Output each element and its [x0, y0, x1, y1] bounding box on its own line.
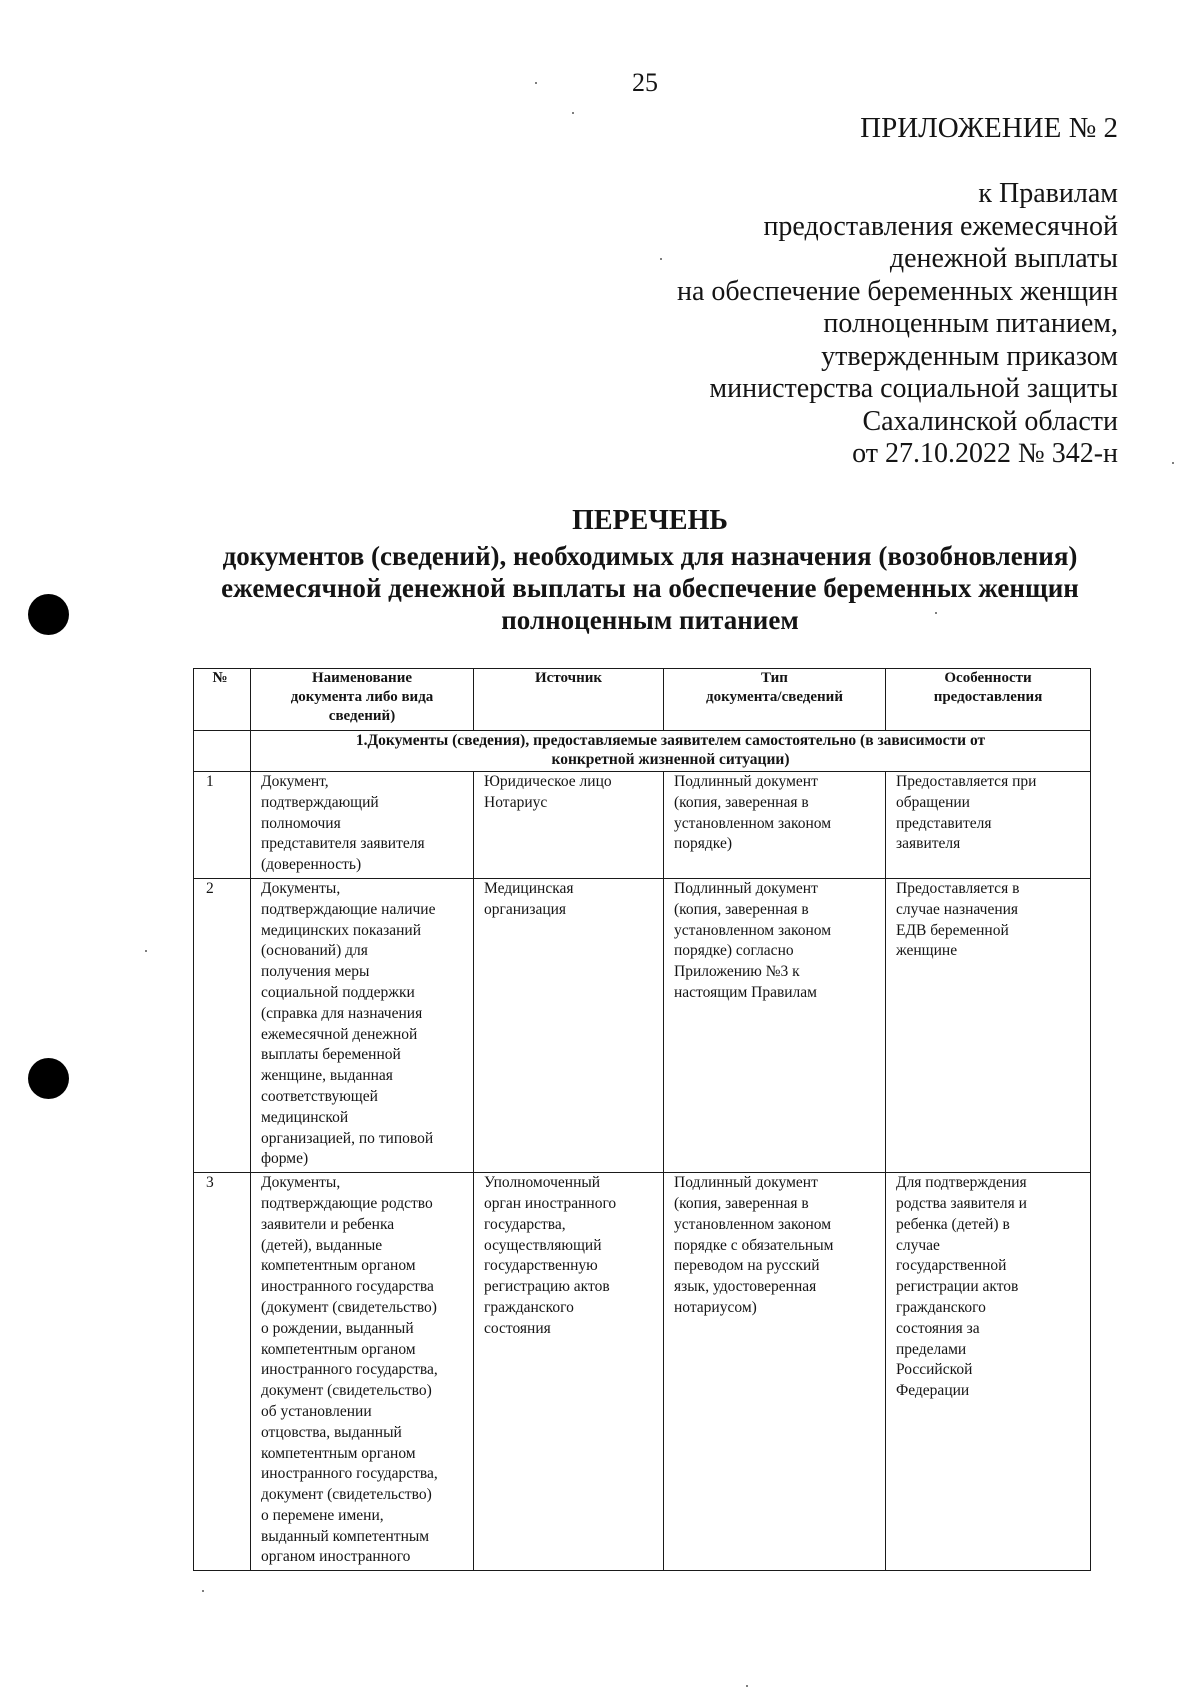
table-row [194, 772, 1091, 879]
document-type-cell: Подлинный документ (копия, заверенная в установленном законом порядке) [664, 772, 886, 879]
rules-line: утвержденным приказом [821, 340, 1118, 372]
scan-speck [935, 612, 937, 614]
column-header-type: Тип документа/сведений [664, 669, 886, 731]
table-section-row [194, 731, 1091, 772]
row-number: 2 [194, 878, 251, 1172]
scan-speck [535, 82, 537, 84]
section-empty-cell [194, 731, 251, 772]
column-header-features: Особенности предоставления [886, 669, 1091, 731]
subtitle-line: полноценным питанием [501, 605, 799, 635]
scan-speck [145, 950, 147, 952]
appendix-title: ПРИЛОЖЕНИЕ № 2 [860, 112, 1118, 144]
punch-hole [28, 594, 69, 635]
row-number: 1 [194, 772, 251, 879]
column-header-name: Наименование документа либо вида сведений) [251, 669, 474, 731]
scan-speck [202, 1590, 204, 1592]
document-type-cell: Подлинный документ (копия, заверенная в установленном законом порядке с обязательным переводом на русский язык, удостоверенная нотариусом) [664, 1173, 886, 1571]
source-cell: Юридическое лицо Нотариус [474, 772, 664, 879]
source-cell: Уполномоченный орган иностранного государства, осуществляющий государственную регистрацию актов гражданского состояния [474, 1173, 664, 1571]
subtitle-line: документов (сведений), необходимых для назначения (возобновления) [222, 541, 1078, 571]
document-title: ПЕРЕЧЕНЬ [572, 505, 728, 536]
document-name-cell: Документы, подтверждающие наличие медицинских показаний (оснований) для получения меры социальной поддержки (справка для назначения ежемесячной денежной выплаты беременной женщине, выданная соответствующей медицинской организацией, по типовой форме) [251, 878, 474, 1172]
features-cell: Для подтверждения родства заявителя и ребенка (детей) в случае государственной регистрации актов гражданского состояния за пределами Российской Федерации [886, 1173, 1091, 1571]
rules-line: от 27.10.2022 № 342-н [852, 438, 1118, 469]
rules-line: к Правилам [978, 178, 1118, 209]
rules-line: Сахалинской области [862, 405, 1118, 437]
document-name-cell: Документы, подтверждающие родство заявители и ребенка (детей), выданные компетентным органом иностранного государства (документ (свидетельство) о рождении, выданный компетентным органом иностранного государства, документ (свидетельство) об установлении отцовства, выданный компетентным органом иностранного государства, документ (свидетельство) о перемене имени, выданный компетентным органом иностранного [251, 1173, 474, 1571]
column-header-number: № [194, 669, 251, 731]
rules-line: денежной выплаты [889, 243, 1118, 274]
document-subtitle [190, 540, 1110, 636]
document-heading [190, 505, 1110, 636]
table-header-row [194, 669, 1091, 731]
punch-hole [28, 1058, 69, 1099]
section-heading: 1.Документы (сведения), предоставляемые заявителем самостоятельно (в зависимости от конкретной жизненной ситуации) [251, 731, 1091, 772]
scan-speck [746, 1685, 748, 1687]
document-name-cell: Документ, подтверждающий полномочия представителя заявителя (доверенность) [251, 772, 474, 879]
row-number: 3 [194, 1173, 251, 1571]
features-cell: Предоставляется при обращении представителя заявителя [886, 772, 1091, 879]
subtitle-line: ежемесячной денежной выплаты на обеспечение беременных женщин [221, 573, 1079, 603]
rules-line: полноценным питанием, [823, 308, 1118, 339]
column-header-source: Источник [474, 669, 664, 731]
documents-table [193, 668, 1091, 1571]
document-type-cell: Подлинный документ (копия, заверенная в установленном законом порядке) согласно Приложению №3 к настоящим Правилам [664, 878, 886, 1172]
rules-line: предоставления ежемесячной [763, 210, 1118, 242]
appendix-rules-reference [677, 178, 1118, 471]
source-cell: Медицинская организация [474, 878, 664, 1172]
page-number: 25 [632, 68, 658, 97]
scan-speck [1172, 462, 1174, 464]
features-cell: Предоставляется в случае назначения ЕДВ беременной женщине [886, 878, 1091, 1172]
rules-line: министерства социальной защиты [709, 373, 1118, 404]
table-row [194, 1173, 1091, 1571]
scan-speck [572, 112, 574, 114]
scan-speck [660, 258, 662, 260]
rules-line: на обеспечение беременных женщин [676, 275, 1118, 307]
table-row [194, 878, 1091, 1172]
